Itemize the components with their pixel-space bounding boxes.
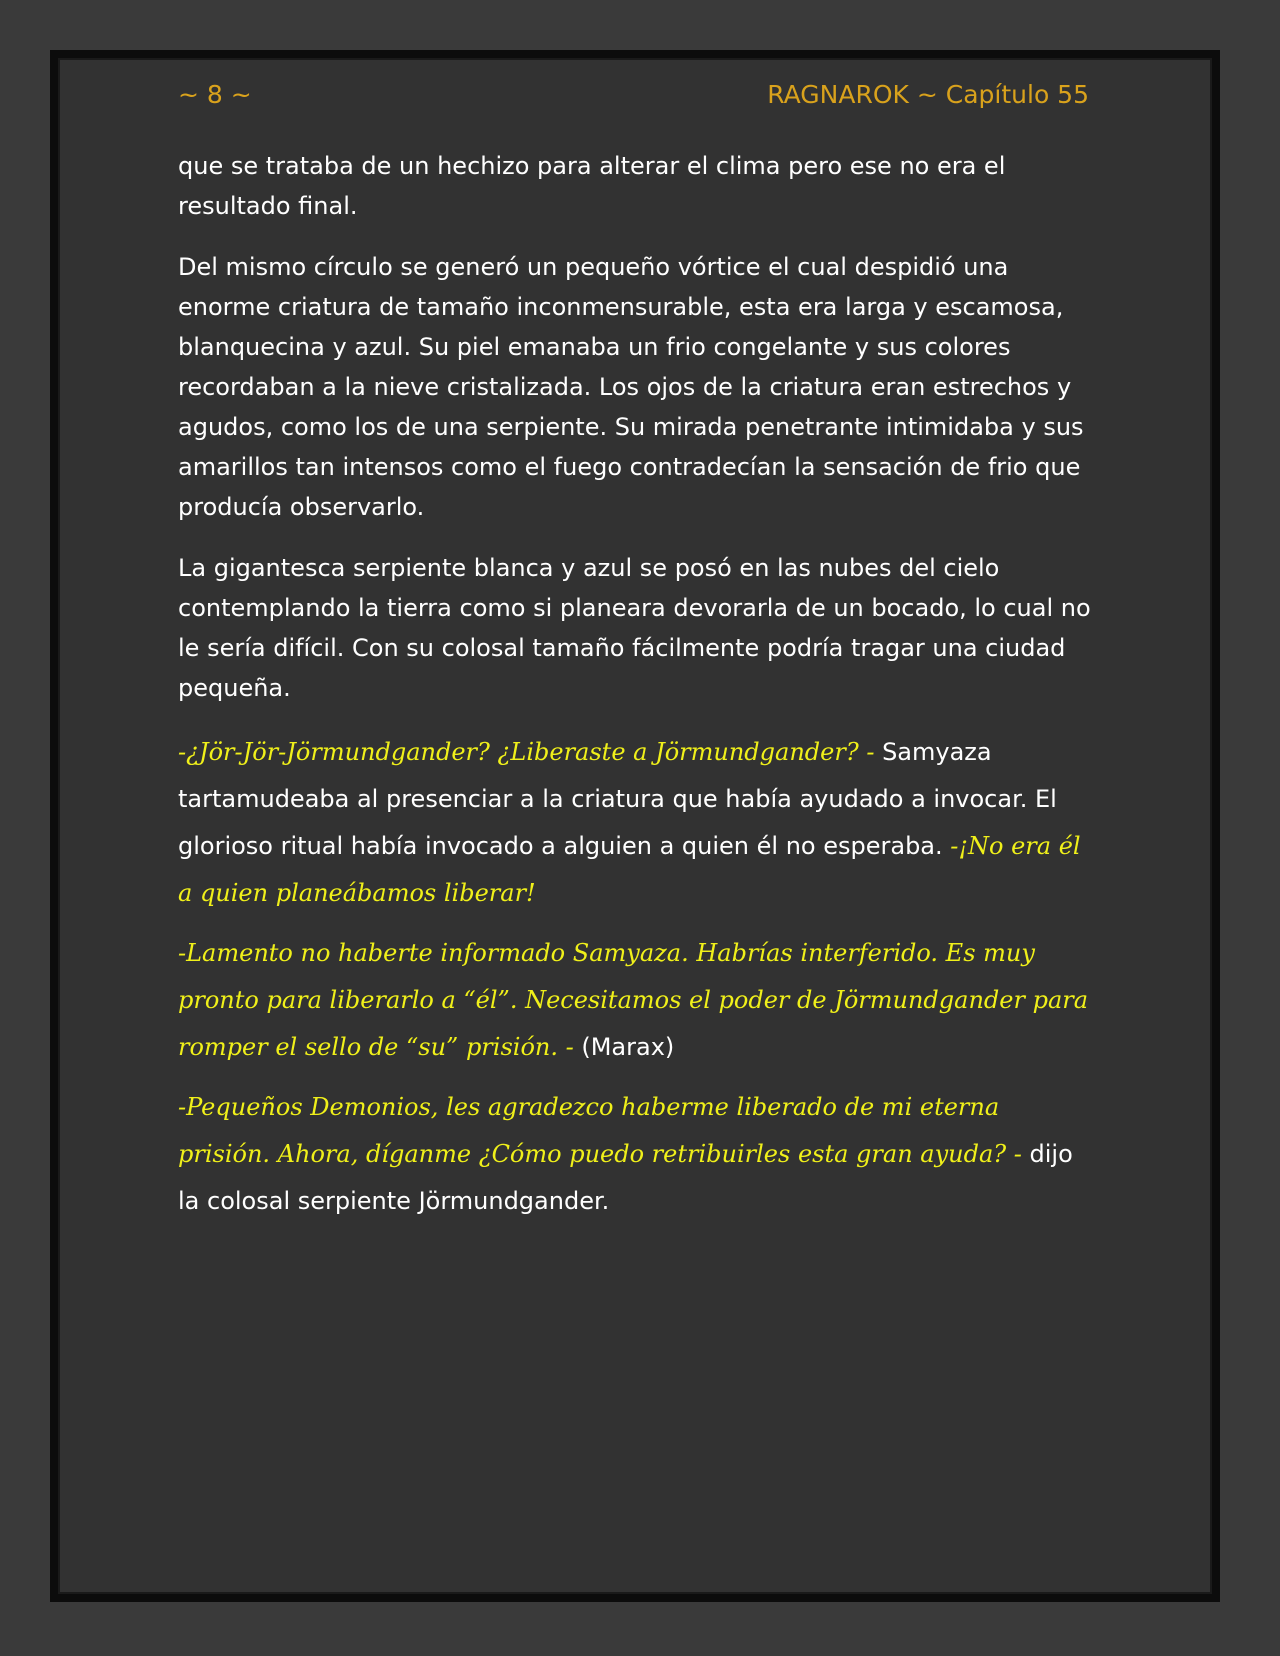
chapter-title: RAGNAROK ~ Capítulo 55 [767,79,1089,109]
dialogue-marax: -Lamento no haberte informado Samyaza. Habrías interferido. Es muy pronto para liberarlo a “él”. Necesitamos el poder de Jörmundgander para romper el sello de “su” prisión. - [178,939,1089,1061]
paragraph-5 [178,930,1093,1071]
paragraph-4 [178,729,1093,917]
dialogue-samyaza-1: -¿Jör-Jör-Jörmundgander? ¿Liberaste a Jörmundgander? - [178,738,883,766]
page-header [178,77,1089,111]
page-number: ~ 8 ~ [178,79,252,109]
paragraph-2: Del mismo círculo se generó un pequeño vórtice el cual despidió una enorme criatura de tamaño inconmensurable, esta era larga y escamosa, blanquecina y azul. Su piel emanaba un frio congelante y sus colores recordaban a la nieve cristalizada. Los ojos de la criatura eran estrechos y agudos, como los de una serpiente. Su mirada penetrante intimidaba y sus amarillos tan intensos como el fuego contradecían la sensación de frio que producía observarlo. [178,253,1084,521]
dialogue-jormundgander: -Pequeños Demonios, les agradezco haberme liberado de mi eterna prisión. Ahora, díganme ¿Cómo puedo retribuirles esta gran ayuda? - [178,1093,1030,1168]
narration-samyaza: Samyaza tartamudeaba al presenciar a la criatura que había ayudado a invocar. El glorioso ritual había invocado a alguien a quien él no esperaba. [178,738,1057,860]
dialogue-samyaza-2: -¡No era él a quien planeábamos liberar! [178,832,1081,907]
paragraph-6 [178,1084,1093,1225]
narration-jormundgander: dijo la colosal serpiente Jörmundgander. [178,1140,1073,1215]
speaker-marax: (Marax) [581,1033,675,1061]
page-body [178,146,1093,1238]
paragraph-1: que se trataba de un hechizo para alterar el clima pero ese no era el resultado final. [178,152,1006,220]
paragraph-3: La gigantesca serpiente blanca y azul se posó en las nubes del cielo contemplando la tierra como si planeara devorarla de un bocado, lo cual no le sería difícil. Con su colosal tamaño fácilmente podría tragar una ciudad pequeña. [178,554,1091,702]
